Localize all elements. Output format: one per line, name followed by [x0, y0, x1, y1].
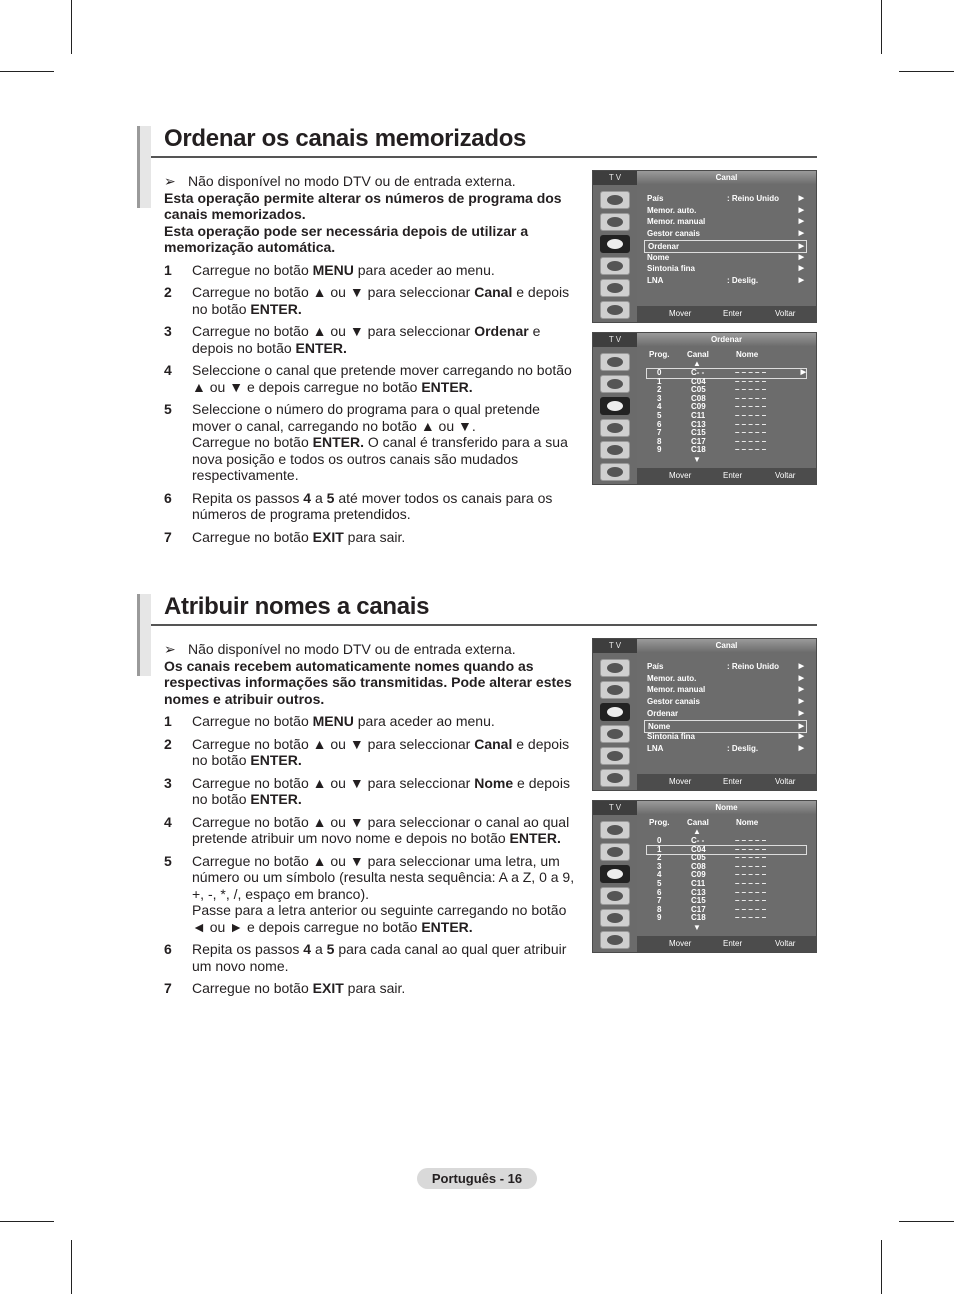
- step-item: [164, 736, 582, 769]
- osd-icon-column: [593, 653, 637, 790]
- channel-nome: – – – – –: [735, 436, 767, 446]
- menu-item[interactable]: [647, 661, 806, 672]
- table-row[interactable]: [647, 378, 806, 387]
- step-number: 7: [164, 528, 172, 545]
- note: ➢ Não disponível no modo DTV ou de entrada externa.: [164, 641, 516, 657]
- step-text: Repita os passos 4 a 5 até mover todos os canais para os números de programa pretendidos.: [192, 489, 553, 522]
- menu-item-label: LNA: [647, 275, 664, 285]
- channel-prog: 5: [657, 411, 662, 420]
- channel-prog: 8: [657, 904, 662, 914]
- right-arrow-icon: ▶: [798, 709, 804, 717]
- menu-item[interactable]: [647, 263, 806, 274]
- section-2-body: [164, 641, 582, 1003]
- step-text: Repita os passos 4 a 5 para cada canal ao qual quer atribuir um novo nome.: [192, 941, 567, 974]
- steps-list: [164, 713, 582, 997]
- channel-canal: C- -: [691, 836, 705, 845]
- channel-nome: – – – – –: [735, 879, 767, 888]
- enter-label: Enter: [723, 777, 743, 786]
- input-icon: [600, 909, 630, 927]
- right-arrow-icon: ▶: [798, 206, 804, 214]
- table-row[interactable]: [647, 863, 806, 872]
- step-item: [164, 262, 582, 279]
- step-number: 5: [164, 401, 172, 417]
- channel-nome: – – – – –: [735, 428, 767, 438]
- right-arrow-icon: ▶: [798, 242, 804, 250]
- channel-canal: C17: [691, 436, 706, 446]
- step-item: [164, 529, 582, 546]
- osd-tv-label: T V: [593, 171, 637, 185]
- menu-item-label: Sintonia fina: [647, 264, 695, 274]
- channel-nome: – – – – –: [735, 861, 767, 871]
- down-arrow-icon: ▼: [693, 455, 701, 464]
- osd-canal-menu: [592, 638, 817, 791]
- right-arrow-icon: ▶: [798, 276, 804, 284]
- section-title: Atribuir nomes a canais: [164, 593, 430, 620]
- menu-item-label: Memor. manual: [647, 217, 706, 227]
- right-arrow-icon: ▶: [800, 369, 806, 376]
- table-row[interactable]: [647, 386, 806, 395]
- right-arrow-icon: ▶: [798, 253, 804, 261]
- channel-canal: C- -: [691, 368, 705, 377]
- enter-label: Enter: [723, 939, 743, 948]
- step-number: 1: [164, 713, 172, 729]
- channel-nome: – – – – –: [735, 368, 767, 377]
- step-item: [164, 323, 582, 356]
- note: ➢ Não disponível no modo DTV ou de entrada externa.: [164, 173, 516, 189]
- channel-prog: 2: [657, 385, 662, 395]
- channel-canal: C08: [691, 393, 706, 403]
- right-arrow-icon: ▶: [798, 722, 804, 730]
- digital-icon: [600, 301, 630, 319]
- osd-tv-label: T V: [593, 801, 637, 815]
- channel-prog: 1: [657, 844, 662, 854]
- step-text: Carregue no botão ▲ ou ▼ para seleccionar Nome e depois no botão ENTER.: [192, 774, 570, 807]
- osd-footer: [637, 306, 816, 322]
- channel-prog: 3: [657, 393, 662, 403]
- channel-prog: 6: [657, 419, 662, 429]
- section-rule: [151, 156, 817, 158]
- enter-label: Enter: [723, 309, 743, 318]
- osd-tv-label: T V: [593, 639, 637, 653]
- menu-item[interactable]: [647, 205, 806, 216]
- menu-item[interactable]: [647, 708, 806, 719]
- channel-prog: 7: [657, 428, 662, 438]
- channel-icon: [600, 865, 630, 883]
- step-text: Seleccione o número do programa para o qual pretende mover o canal, carregando no botão ▲ ou ▼. Carregue no botão ENTER. O canal é transferido para a sua nova posição e todos os outros canais são mudados respectivamente.: [192, 401, 568, 483]
- table-row[interactable]: [647, 889, 806, 898]
- up-arrow-icon: ▲: [693, 827, 701, 836]
- osd-canal-menu: [592, 170, 817, 323]
- menu-item[interactable]: [647, 743, 806, 754]
- osd-icon-column: [593, 185, 637, 322]
- move-label: Mover: [669, 939, 692, 948]
- col-prog-header: Prog.: [649, 818, 670, 827]
- channel-nome: – – – – –: [735, 844, 767, 854]
- step-item: [164, 713, 582, 730]
- crop-mark: [881, 1240, 882, 1294]
- section-bar: [137, 594, 151, 676]
- menu-item-label: Nome: [647, 252, 670, 262]
- step-text: Carregue no botão EXIT para sair.: [192, 528, 406, 545]
- sound-icon: [600, 843, 630, 861]
- osd-nome-list: [592, 800, 817, 953]
- channel-nome: – – – – –: [735, 411, 767, 420]
- sound-icon: [600, 375, 630, 393]
- table-row[interactable]: [647, 914, 806, 923]
- menu-item-label: Ordenar: [648, 241, 680, 251]
- channel-prog: 4: [657, 402, 662, 412]
- col-nome-header: Nome: [736, 818, 759, 827]
- channel-icon: [600, 235, 630, 253]
- intro-text: Esta operação permite alterar os números de programa dos canais memorizados.: [164, 189, 562, 222]
- table-row[interactable]: [647, 854, 806, 863]
- right-arrow-icon: ▶: [798, 230, 804, 238]
- menu-item[interactable]: [647, 731, 806, 742]
- input-icon: [600, 441, 630, 459]
- osd-menu-content: [637, 653, 816, 774]
- menu-item-label: Memor. auto.: [647, 205, 697, 215]
- menu-item[interactable]: [647, 275, 806, 286]
- menu-item-value: : Deslig.: [727, 275, 759, 285]
- channel-prog: 8: [657, 436, 662, 446]
- step-item: [164, 490, 582, 523]
- input-icon: [600, 279, 630, 297]
- channel-nome: – – – – –: [735, 887, 767, 897]
- crop-mark: [899, 1221, 954, 1222]
- intro-text: Os canais recebem automaticamente nomes quando as respectivas informações são transmitidas. Pode alterar estes nomes e atribuir outros.: [164, 657, 572, 707]
- osd-title: Nome: [637, 801, 816, 815]
- channel-prog: 0: [657, 368, 662, 377]
- step-item: [164, 401, 582, 484]
- step-text: Carregue no botão ▲ ou ▼ para seleccionar Ordenar e depois no botão ENTER.: [192, 323, 541, 356]
- step-number: 3: [164, 774, 172, 791]
- picture-icon: [600, 191, 630, 209]
- menu-item[interactable]: [647, 193, 806, 204]
- menu-item-value: : Deslig.: [727, 743, 759, 753]
- menu-item-label: Ordenar: [647, 708, 679, 718]
- channel-nome: – – – – –: [735, 445, 767, 455]
- channel-canal: C05: [691, 853, 706, 863]
- picture-icon: [600, 821, 630, 839]
- setup-icon: [600, 419, 630, 437]
- crop-mark: [881, 0, 882, 54]
- section-bar: [137, 126, 151, 208]
- channel-nome: – – – – –: [735, 376, 767, 386]
- menu-item-label: LNA: [647, 743, 664, 753]
- osd-footer: [637, 936, 816, 952]
- col-nome-header: Nome: [736, 350, 759, 359]
- step-number: 5: [164, 852, 172, 869]
- step-number: 6: [164, 489, 172, 506]
- table-row[interactable]: [647, 871, 806, 880]
- channel-nome: – – – – –: [735, 870, 767, 880]
- setup-icon: [600, 257, 630, 275]
- crop-mark: [899, 71, 954, 72]
- step-number: 3: [164, 323, 172, 339]
- table-row[interactable]: [647, 395, 806, 404]
- step-item: [164, 941, 582, 974]
- table-row[interactable]: [647, 897, 806, 906]
- osd-icon-column: [593, 815, 637, 952]
- menu-item-label: Gestor canais: [647, 697, 700, 707]
- step-item: [164, 980, 582, 997]
- osd-ordenar-list: [592, 332, 817, 485]
- osd-menu-content: [637, 185, 816, 306]
- table-row[interactable]: [647, 837, 806, 846]
- table-row[interactable]: [647, 438, 806, 447]
- input-icon: [600, 747, 630, 765]
- col-prog-header: Prog.: [649, 350, 670, 359]
- picture-icon: [600, 659, 630, 677]
- channel-nome: – – – – –: [735, 393, 767, 403]
- down-arrow-icon: ▼: [693, 923, 701, 932]
- step-item: [164, 775, 582, 808]
- enter-label: Enter: [723, 471, 743, 480]
- up-arrow-icon: ▲: [693, 359, 701, 368]
- table-row[interactable]: [647, 880, 806, 889]
- menu-item[interactable]: [647, 252, 806, 263]
- digital-icon: [600, 769, 630, 787]
- back-label: Voltar: [775, 939, 796, 948]
- page-footer: Português - 16: [417, 1168, 537, 1189]
- channel-canal: C11: [691, 411, 706, 420]
- back-label: Voltar: [775, 309, 796, 318]
- channel-nome: – – – – –: [735, 385, 767, 395]
- arrow-icon: ➢: [164, 173, 176, 189]
- menu-item[interactable]: [647, 696, 806, 707]
- osd-title: Canal: [637, 639, 816, 653]
- move-label: Mover: [669, 777, 692, 786]
- channel-canal: C13: [691, 887, 706, 897]
- step-number: 2: [164, 735, 172, 752]
- crop-mark: [71, 1240, 72, 1294]
- right-arrow-icon: ▶: [798, 733, 804, 741]
- osd-tv-label: T V: [593, 333, 637, 347]
- channel-canal: C04: [691, 844, 706, 854]
- step-item: [164, 362, 582, 395]
- right-arrow-icon: ▶: [798, 265, 804, 273]
- step-text: Carregue no botão ▲ ou ▼ para seleccionar o canal ao qual pretende atribuir um novo nome e depois no botão ENTER.: [192, 813, 570, 846]
- channel-canal: C09: [691, 402, 706, 412]
- channel-canal: C11: [691, 879, 706, 888]
- table-row[interactable]: [647, 846, 806, 855]
- channel-canal: C05: [691, 385, 706, 395]
- table-row[interactable]: [647, 403, 806, 412]
- right-arrow-icon: ▶: [798, 698, 804, 706]
- step-number: 1: [164, 261, 172, 278]
- channel-canal: C08: [691, 861, 706, 871]
- setup-icon: [600, 725, 630, 743]
- col-canal-header: Canal: [687, 818, 709, 827]
- channel-canal: C15: [691, 428, 706, 438]
- crop-mark: [71, 0, 72, 54]
- digital-icon: [600, 463, 630, 481]
- steps-list: [164, 262, 582, 546]
- channel-prog: 7: [657, 896, 662, 906]
- step-text: Carregue no botão EXIT para sair.: [192, 980, 406, 996]
- channel-icon: [600, 397, 630, 415]
- menu-item[interactable]: [647, 673, 806, 684]
- osd-footer: [637, 468, 816, 484]
- table-row[interactable]: [647, 446, 806, 455]
- channel-canal: C04: [691, 376, 706, 386]
- channel-prog: 0: [657, 836, 662, 845]
- setup-icon: [600, 887, 630, 905]
- section-rule: [151, 624, 817, 626]
- step-number: 2: [164, 284, 172, 300]
- menu-item-label: Nome: [648, 721, 671, 731]
- picture-icon: [600, 353, 630, 371]
- osd-title: Ordenar: [637, 333, 816, 347]
- channel-canal: C09: [691, 870, 706, 880]
- right-arrow-icon: ▶: [798, 663, 804, 670]
- step-item: [164, 814, 582, 847]
- step-text: Carregue no botão ▲ ou ▼ para seleccionar Canal e depois no botão ENTER.: [192, 735, 570, 768]
- col-canal-header: Canal: [687, 350, 709, 359]
- osd-footer: [637, 774, 816, 790]
- crop-mark: [0, 1221, 54, 1222]
- channel-icon: [600, 703, 630, 721]
- crop-mark: [0, 71, 54, 72]
- channel-nome: – – – – –: [735, 896, 767, 906]
- step-text: Carregue no botão ▲ ou ▼ para seleccionar Canal e depois no botão ENTER.: [192, 284, 570, 317]
- osd-channel-list: [637, 347, 816, 468]
- section-title: Ordenar os canais memorizados: [164, 125, 527, 152]
- right-arrow-icon: ▶: [798, 686, 804, 694]
- step-text: Carregue no botão MENU para aceder ao menu.: [192, 713, 495, 729]
- channel-prog: 5: [657, 879, 662, 888]
- channel-nome: – – – – –: [735, 836, 767, 845]
- step-number: 4: [164, 362, 172, 378]
- table-row[interactable]: [647, 429, 806, 438]
- channel-prog: 9: [657, 913, 662, 923]
- section-1-body: [164, 173, 582, 551]
- channel-prog: 4: [657, 870, 662, 880]
- osd-title: Canal: [637, 171, 816, 185]
- step-number: 6: [164, 941, 172, 957]
- channel-nome: – – – – –: [735, 402, 767, 412]
- menu-item-label: País: [647, 662, 664, 671]
- intro-text: Esta operação pode ser necessária depois de utilizar a memorização automática.: [164, 222, 529, 255]
- step-text: Carregue no botão MENU para aceder ao menu.: [192, 261, 495, 278]
- table-row[interactable]: [647, 412, 806, 421]
- channel-canal: C15: [691, 896, 706, 906]
- step-number: 4: [164, 813, 172, 830]
- channel-prog: 2: [657, 853, 662, 863]
- back-label: Voltar: [775, 777, 796, 786]
- step-number: 7: [164, 980, 172, 996]
- move-label: Mover: [669, 309, 692, 318]
- menu-item-label: Memor. manual: [647, 685, 706, 695]
- right-arrow-icon: ▶: [798, 218, 804, 226]
- channel-canal: C18: [691, 913, 706, 923]
- back-label: Voltar: [775, 471, 796, 480]
- right-arrow-icon: ▶: [798, 744, 804, 752]
- menu-item-label: Sintonia fina: [647, 732, 695, 742]
- menu-item-label: País: [647, 194, 664, 203]
- right-arrow-icon: ▶: [798, 195, 804, 202]
- channel-canal: C18: [691, 445, 706, 455]
- channel-prog: 9: [657, 445, 662, 455]
- move-label: Mover: [669, 471, 692, 480]
- step-text: Seleccione o canal que pretende mover carregando no botão ▲ ou ▼ e depois carregue no botão ENTER.: [192, 362, 572, 395]
- osd-icon-column: [593, 347, 637, 484]
- channel-prog: 3: [657, 861, 662, 871]
- channel-prog: 6: [657, 887, 662, 897]
- digital-icon: [600, 931, 630, 949]
- menu-item-label: Memor. auto.: [647, 673, 697, 683]
- sound-icon: [600, 681, 630, 699]
- channel-canal: C13: [691, 419, 706, 429]
- table-row[interactable]: [647, 906, 806, 915]
- arrow-icon: ➢: [164, 641, 176, 657]
- table-row[interactable]: [647, 421, 806, 430]
- menu-item-label: Gestor canais: [647, 229, 700, 239]
- menu-item-value: : Reino Unido: [727, 194, 779, 203]
- step-text: Carregue no botão ▲ ou ▼ para seleccionar uma letra, um número ou um símbolo (resulta nesta sequência: A a Z, 0 a 9, +, -, *, /, espaço em branco). Passe para a letra anterior ou seguinte carregando no botão ◄ ou ► e depois carregue no botão ENTER.: [192, 852, 575, 935]
- menu-item[interactable]: [647, 684, 806, 695]
- step-item: [164, 284, 582, 317]
- menu-item-value: : Reino Unido: [727, 662, 779, 671]
- channel-nome: – – – – –: [735, 904, 767, 914]
- channel-nome: – – – – –: [735, 853, 767, 863]
- channel-nome: – – – – –: [735, 913, 767, 923]
- channel-prog: 1: [657, 376, 662, 386]
- sound-icon: [600, 213, 630, 231]
- channel-canal: C17: [691, 904, 706, 914]
- step-item: [164, 853, 582, 936]
- right-arrow-icon: ▶: [798, 674, 804, 682]
- osd-channel-list: [637, 815, 816, 936]
- menu-item[interactable]: [647, 228, 806, 239]
- table-row[interactable]: [647, 369, 806, 378]
- menu-item[interactable]: [647, 216, 806, 227]
- channel-nome: – – – – –: [735, 419, 767, 429]
